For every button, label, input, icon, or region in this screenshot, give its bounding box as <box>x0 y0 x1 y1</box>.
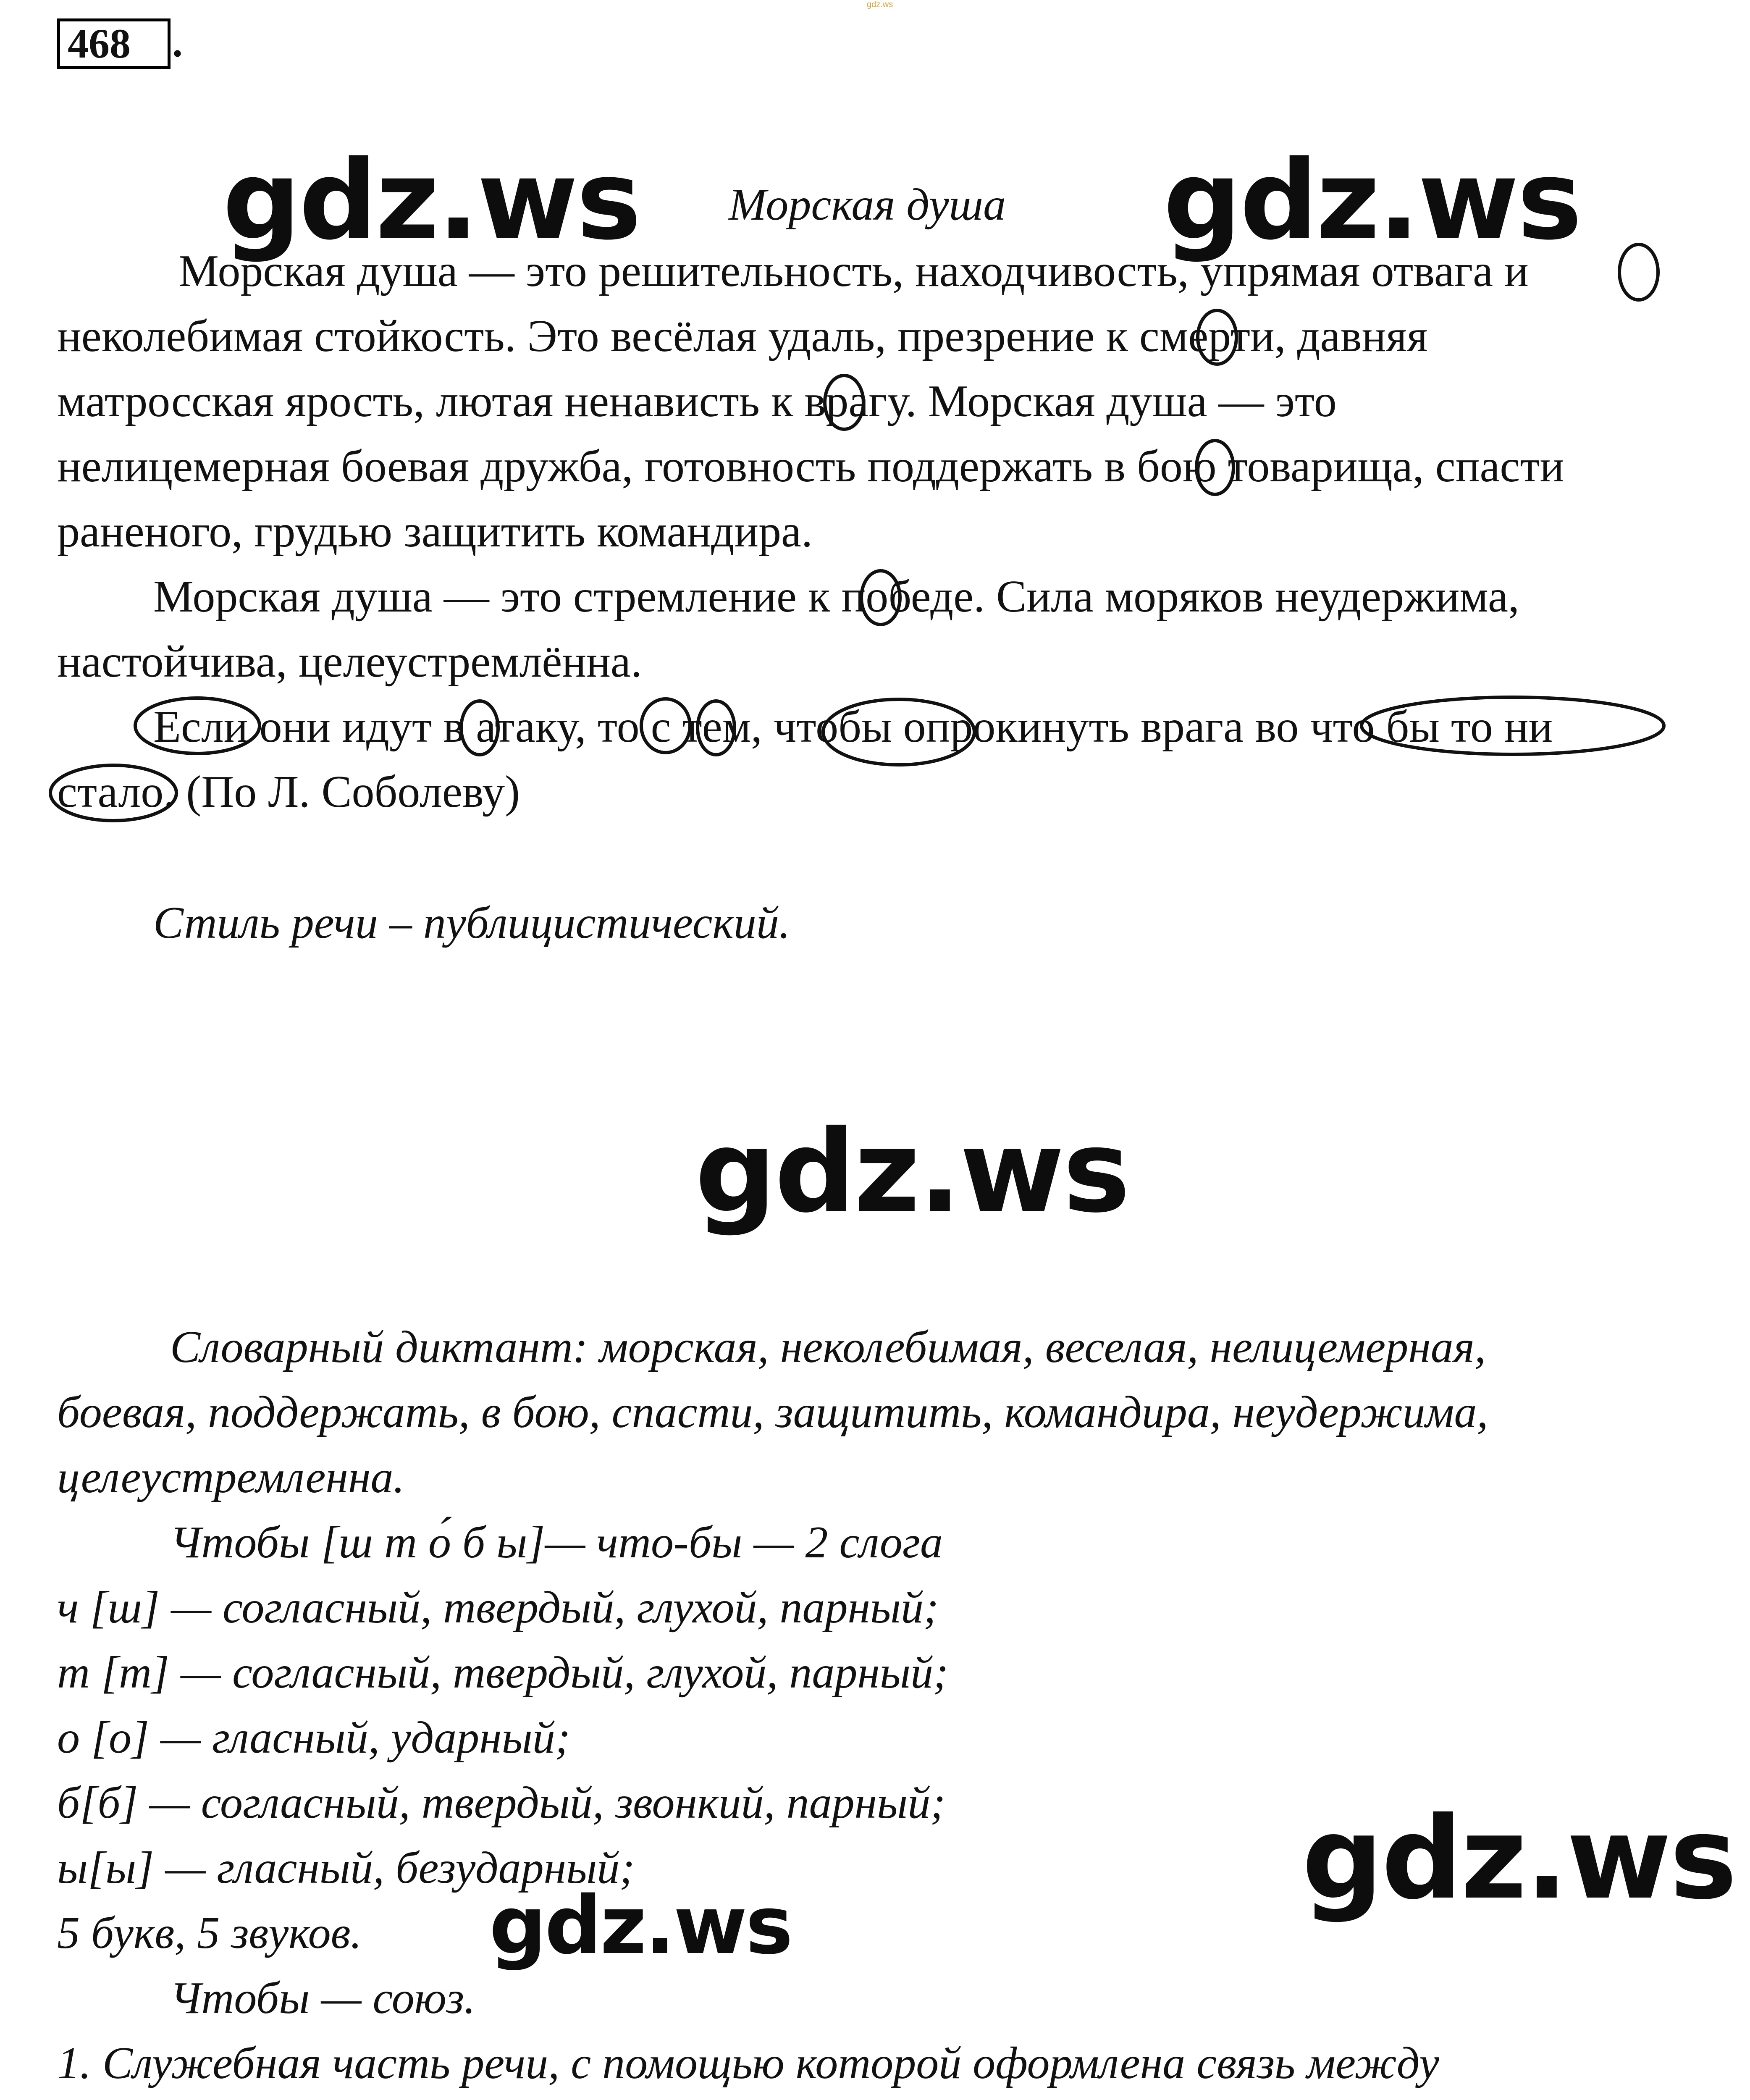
top-tiny-watermark: gdz.ws <box>867 0 893 9</box>
text-line: стало. (По Л. Соболеву) <box>57 767 520 817</box>
text-line: матросская ярость, лютая ненависть к врагу. Морская душа — это <box>57 376 1337 426</box>
text-line: настойчива, целеустремлённа. <box>57 637 642 687</box>
speech-style-line: Стиль речи – публицистический. <box>153 898 790 948</box>
watermark: gdz.ws <box>1302 1792 1736 1924</box>
analysis-line: ы[ы] — гласный, безударный; <box>57 1843 635 1893</box>
watermark: gdz.ws <box>223 137 640 264</box>
text-line: неколебимая стойкость. Это весёлая удаль, презрение к смерти, давняя <box>57 311 1428 361</box>
text-line: Если они идут в атаку, то с тем, чтобы опрокинуть врага во что бы то ни <box>153 702 1553 752</box>
watermark: gdz.ws <box>695 1105 1129 1238</box>
analysis-line: Словарный диктант: морская, неколебимая, веселая, нелицемерная, <box>170 1322 1486 1372</box>
exercise-number-dot: . <box>172 19 183 66</box>
analysis-line: т [т] — согласный, твердый, глухой, парный; <box>57 1648 949 1698</box>
text-title: Морская душа <box>729 180 1006 230</box>
analysis-line: 1. Служебная часть речи, с помощью которой оформлена связь между <box>57 2038 1439 2088</box>
analysis-line <box>57 2096 902 2100</box>
analysis-line: боевая, поддержать, в бою, спасти, защитить, командира, неудержима, <box>57 1387 1488 1437</box>
analysis-line: Чтобы [ш т о́ б ы]— что-бы — 2 слога <box>170 1517 943 1567</box>
analysis-line: Чтобы — союз. <box>170 1973 475 2023</box>
circle-mark <box>1619 244 1658 300</box>
exercise-number: 468 <box>57 18 171 69</box>
watermark: gdz.ws <box>1163 137 1581 264</box>
text-line: Морская душа — это решительность, находчивость, упрямая отвага и <box>178 246 1529 296</box>
analysis-line: целеустремленна. <box>57 1452 405 1502</box>
text-line: Морская душа — это стремление к победе. Сила моряков неудержима, <box>153 572 1519 622</box>
analysis-line: о [о] — гласный, ударный; <box>57 1713 570 1763</box>
analysis-line: 5 букв, 5 звуков. <box>57 1908 362 1958</box>
analysis-line: ч [ш] — согласный, твердый, глухой, парный; <box>57 1583 939 1633</box>
analysis-line: б[б] — согласный, твердый, звонкий, парный; <box>57 1778 946 1828</box>
watermark: gdz.ws <box>489 1879 792 1972</box>
text-line: раненого, грудью защитить командира. <box>57 507 813 556</box>
text-line: нелицемерная боевая дружба, готовность поддержать в бою товарища, спасти <box>57 441 1564 491</box>
